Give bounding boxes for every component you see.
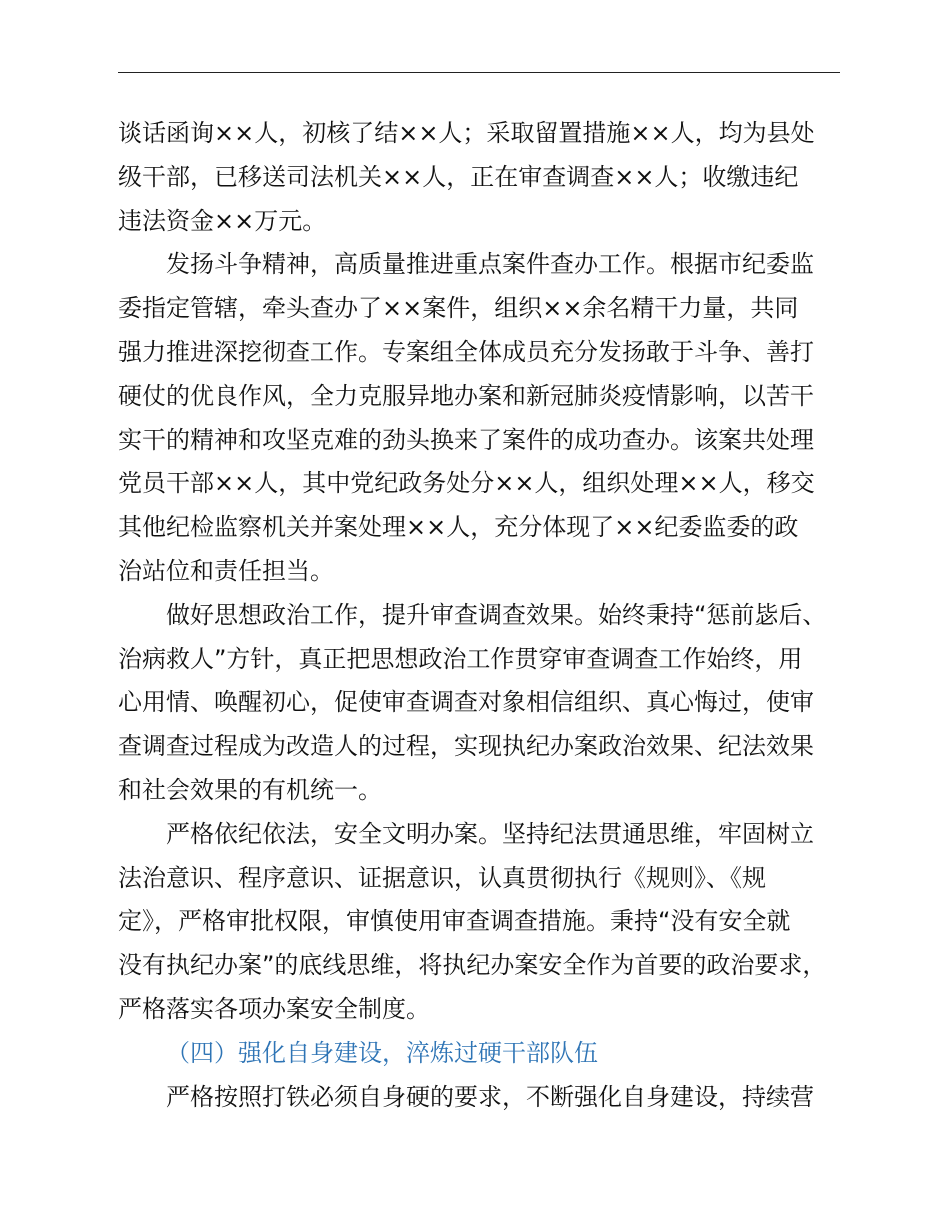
text-line: 其他纪检监察机关并案处理××人，充分体现了××纪委监委的政 [118,513,799,542]
text-line: 发扬斗争精神，高质量推进重点案件查办工作。根据市纪委监 [166,250,814,279]
text-line: 级干部，已移送司法机关××人，正在审查调查××人；收缴违纪 [118,162,799,191]
text-line: 强力推进深挖彻查工作。专案组全体成员充分发扬敢于斗争、善打 [118,337,814,366]
text-line: 实干的精神和攻坚克难的劲头换来了案件的成功查办。该案共处理 [118,425,814,454]
text-line: 严格依纪依法，安全文明办案。坚持纪法贯通思维，牢固树立 [166,819,814,848]
text-line: 严格落实各项办案安全制度。 [118,994,430,1023]
text-line: 谈话函询××人，初核了结××人；采取留置措施××人，均为县处 [118,119,815,147]
text-line: 治病救人”方针，真正把思想政治工作贯穿审查调查工作始终，用 [118,644,803,673]
text-line: 违法资金××万元。 [118,206,327,235]
text-line: 定》，严格审批权限，审慎使用审查调查措施。秉持“没有安全就 [118,907,791,936]
header-rule [118,72,840,73]
text-line: 委指定管辖，牵头查办了××案件，组织××余名精干力量，共同 [118,294,799,323]
text-line: 心用情、唤醒初心，促使审查调查对象相信组织、真心悔过，使审 [118,688,814,717]
text-line: 和社会效果的有机统一。 [118,775,382,804]
section-heading: （四）强化自身建设，淬炼过硬干部队伍 [166,1038,598,1067]
text-line: 严格按照打铁必须自身硬的要求，不断强化自身建设，持续营 [166,1082,814,1111]
text-line: 党员干部××人，其中党纪政务处分××人，组织处理××人，移交 [118,469,815,498]
text-line: 治站位和责任担当。 [118,556,334,585]
text-line: 没有执纪办案”的底线思维，将执纪办案安全作为首要的政治要求， [118,951,827,980]
document-body [118,112,840,1119]
text-line: 做好思想政治工作，提升审查调查效果。始终秉持“惩前毖后、 [166,600,827,629]
text-line: 法治意识、程序意识、证据意识，认真贯彻执行《规则》、《规 [118,863,766,892]
text-line: 硬仗的优良作风，全力克服异地办案和新冠肺炎疫情影响，以苦干 [118,381,814,410]
text-line: 查调查过程成为改造人的过程，实现执纪办案政治效果、纪法效果 [118,732,814,761]
